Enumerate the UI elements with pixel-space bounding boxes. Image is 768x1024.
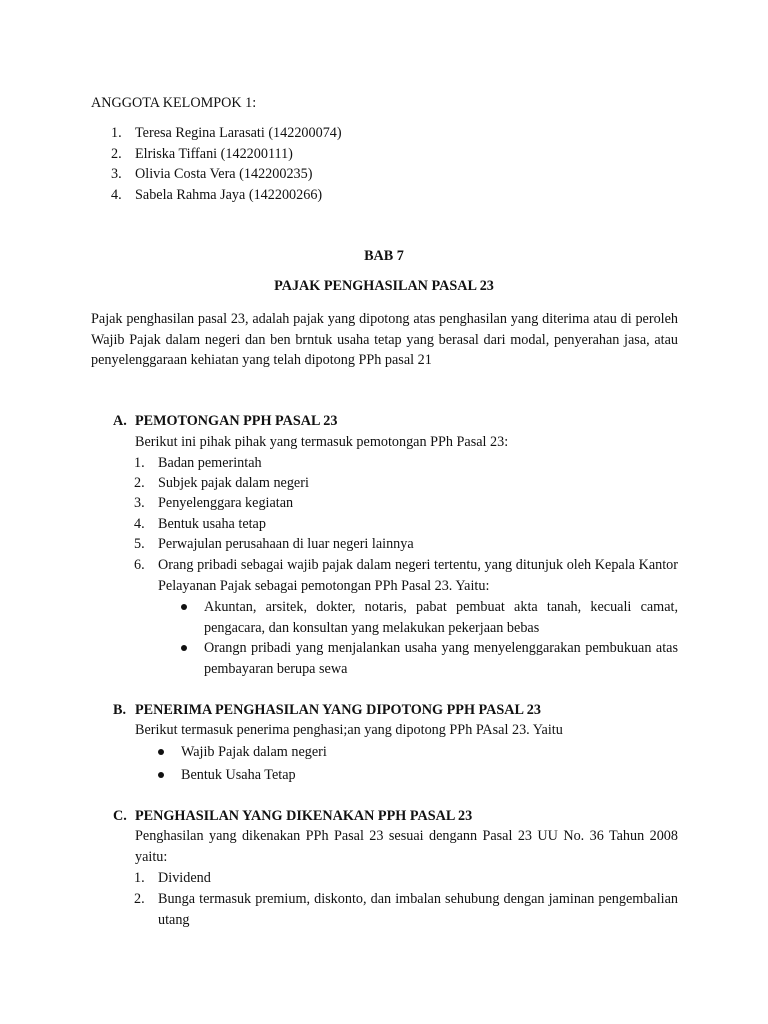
list-item: Bentuk usaha tetap bbox=[158, 516, 266, 532]
bullet-item: Akuntan, arsitek, dokter, notaris, pabat pembuat akta tanah, kecuali camat, pengacara, dan konsultan yang melakukan pekerjaan bebas bbox=[204, 599, 678, 636]
list-item: Dividend bbox=[158, 870, 211, 886]
bullet-icon bbox=[158, 749, 164, 755]
list-number: 2. bbox=[134, 891, 145, 907]
member-name: Elriska Tiffani (142200111) bbox=[135, 146, 293, 162]
member-number: 1. bbox=[111, 125, 122, 141]
chapter-intro-paragraph: Pajak penghasilan pasal 23, adalah pajak yang dipotong atas penghasilan yang diterima atau di peroleh Wajib Pajak dalam negeri dan ben brntuk usaha tetap yang berasal dari modal, penyerahan jasa, atau penyelenggaraan kehiatan yang telah dipotong PPh pasal 21 bbox=[91, 311, 678, 368]
section-a-letter: A. bbox=[113, 413, 127, 429]
bullet-item: Orangn pribadi yang menjalankan usaha yang menyelenggarakan pembukuan atas pembayaran berupa sewa bbox=[204, 640, 678, 677]
list-number: 5. bbox=[134, 536, 145, 552]
section-b-title: PENERIMA PENGHASILAN YANG DIPOTONG PPH PASAL 23 bbox=[135, 702, 541, 718]
bullet-icon bbox=[181, 645, 187, 651]
section-c-title: PENGHASILAN YANG DIKENAKAN PPH PASAL 23 bbox=[135, 808, 473, 824]
member-name: Sabela Rahma Jaya (142200266) bbox=[135, 187, 323, 203]
section-b-letter: B. bbox=[113, 702, 127, 718]
members-title: ANGGOTA KELOMPOK 1: bbox=[91, 95, 257, 111]
member-name: Teresa Regina Larasati (142200074) bbox=[135, 125, 342, 141]
section-b-intro: Berikut termasuk penerima penghasi;an yang dipotong PPh PAsal 23. Yaitu bbox=[135, 722, 563, 738]
list-number: 2. bbox=[134, 475, 145, 491]
member-number: 3. bbox=[111, 166, 122, 182]
list-number: 6. bbox=[134, 557, 145, 573]
member-number: 2. bbox=[111, 146, 122, 162]
list-item: Penyelenggara kegiatan bbox=[158, 495, 294, 511]
list-number: 3. bbox=[134, 495, 145, 511]
bullet-item: Bentuk Usaha Tetap bbox=[181, 767, 296, 783]
list-item: Bunga termasuk premium, diskonto, dan imbalan sehubung dengan jaminan pengembalian utang bbox=[158, 891, 678, 928]
chapter-title: PAJAK PENGHASILAN PASAL 23 bbox=[274, 278, 494, 294]
list-item: Subjek pajak dalam negeri bbox=[158, 475, 309, 491]
section-c-intro: Penghasilan yang dikenakan PPh Pasal 23 sesuai dengann Pasal 23 UU No. 36 Tahun 2008 yaitu: bbox=[135, 828, 678, 865]
list-number: 1. bbox=[134, 870, 145, 886]
list-item: Orang pribadi sebagai wajib pajak dalam negeri tertentu, yang ditunjuk oleh Kepala Kantor Pelayanan Pajak sebagai pemotongan PPh Pasal 23. Yaitu: bbox=[158, 557, 678, 594]
list-item: Perwajulan perusahaan di luar negeri lainnya bbox=[158, 536, 414, 552]
list-number: 4. bbox=[134, 516, 145, 532]
section-a-intro: Berikut ini pihak pihak yang termasuk pemotongan PPh Pasal 23: bbox=[135, 434, 509, 450]
bullet-icon bbox=[181, 604, 187, 610]
list-number: 1. bbox=[134, 455, 145, 471]
bullet-icon bbox=[158, 772, 164, 778]
bullet-item: Wajib Pajak dalam negeri bbox=[181, 744, 327, 760]
chapter-label: BAB 7 bbox=[364, 248, 404, 264]
section-a-title: PEMOTONGAN PPH PASAL 23 bbox=[135, 413, 338, 429]
member-name: Olivia Costa Vera (142200235) bbox=[135, 166, 313, 182]
member-number: 4. bbox=[111, 187, 122, 203]
list-item: Badan pemerintah bbox=[158, 455, 262, 471]
section-c-letter: C. bbox=[113, 808, 127, 824]
